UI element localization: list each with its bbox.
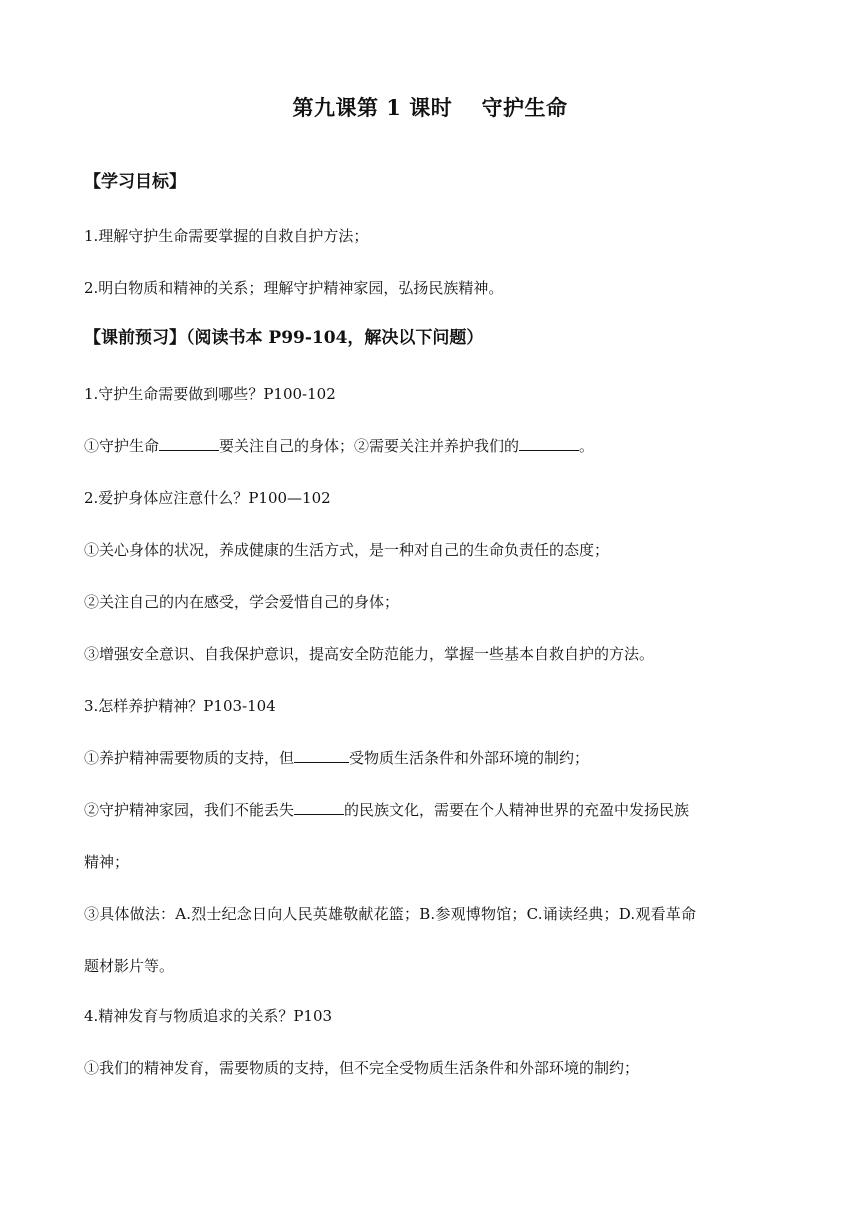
- goals-heading: 【学习目标】: [84, 172, 186, 192]
- answer-2-2: ②关注自己的内在感受，学会爱惜自己的身体；: [84, 593, 400, 611]
- answer-3-1-part-2: 受物质生活条件和外部环境的制约；: [349, 749, 590, 767]
- question-2: 2.爱护身体应注意什么？P100—102: [84, 489, 331, 507]
- answer-3-3-line-1: ③具体做法：A.烈士纪念日向人民英雄敬献花篮；B.参观博物馆；C.诵读经典；D.观看革命: [84, 905, 697, 923]
- question-4: 4.精神发育与物质追求的关系？P103: [84, 1007, 333, 1025]
- question-3: 3.怎样养护精神？P103-104: [84, 697, 276, 715]
- page-title: 第九课第 1 课时 守护生命: [292, 95, 568, 120]
- goal-item-2: 2.明白物质和精神的关系；理解守护精神家园，弘扬民族精神。: [84, 279, 504, 297]
- answer-3-1: [84, 748, 790, 768]
- fill-blank[interactable]: [294, 800, 344, 815]
- answer-4-1: ①我们的精神发育，需要物质的支持，但不完全受物质生活条件和外部环境的制约；: [84, 1059, 640, 1077]
- answer-3-1-part-1: ①养护精神需要物质的支持，但: [84, 749, 295, 767]
- answer-3-2: [84, 800, 790, 820]
- question-1: 1.守护生命需要做到哪些？P100-102: [84, 385, 336, 403]
- goal-item-1: 1.理解守护生命需要掌握的自救自护方法；: [84, 227, 369, 245]
- answer-2-1: ①关心身体的状况，养成健康的生活方式，是一种对自己的生命负责任的态度；: [84, 541, 610, 559]
- answer-3-2-continued: 精神；: [84, 853, 130, 871]
- answer-1-part-2: 要关注自己的身体；②需要关注并养护我们的: [219, 437, 520, 455]
- fill-blank[interactable]: [294, 748, 349, 763]
- preview-heading: 【课前预习】（阅读书本 P99-104，解决以下问题）: [84, 328, 484, 348]
- fill-blank[interactable]: [519, 436, 579, 451]
- answer-2-3: ③增强安全意识、自我保护意识，提高安全防范能力，掌握一些基本自救自护的方法。: [84, 645, 655, 663]
- answer-3-2-part-2: 的民族文化，需要在个人精神世界的充盈中发扬民族: [344, 801, 690, 819]
- answer-3-2-part-1: ②守护精神家园，我们不能丢失: [84, 801, 295, 819]
- answer-1: [84, 436, 790, 456]
- answer-3-3-line-2: 题材影片等。: [84, 957, 175, 975]
- answer-1-part-1: ①守护生命: [84, 437, 160, 455]
- fill-blank[interactable]: [159, 436, 219, 451]
- answer-1-part-3: 。: [579, 437, 595, 455]
